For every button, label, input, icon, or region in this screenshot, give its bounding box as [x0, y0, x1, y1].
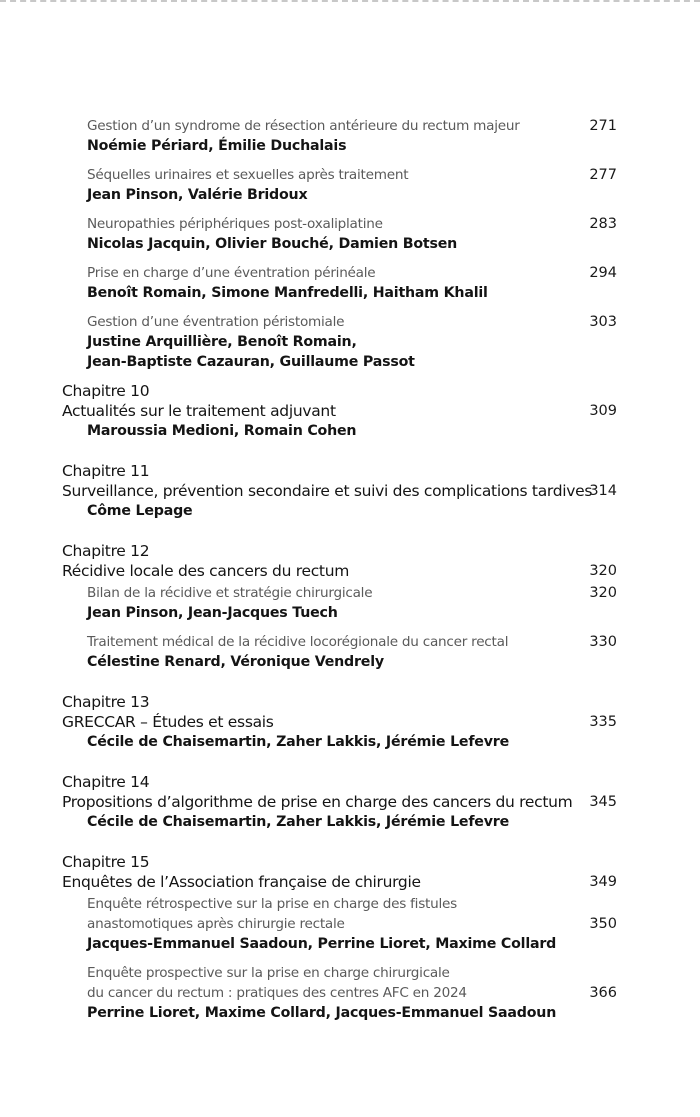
chapter-label: Chapitre 15: [62, 853, 150, 871]
entry-authors: Célestine Renard, Véronique Vendrely: [87, 654, 384, 670]
table-of-contents: [62, 116, 617, 1031]
page-number: 320: [589, 563, 617, 579]
chapter-title: Enquêtes de l’Association française de chirurgie: [62, 873, 421, 891]
entry-authors: Jean Pinson, Jean-Jacques Tuech: [87, 605, 338, 621]
page-number: 303: [589, 314, 617, 330]
toc-subentry: [62, 963, 617, 1023]
entry-title: Prise en charge d’une éventration périnéale: [87, 265, 376, 281]
chapter-heading: [62, 481, 617, 501]
chapter-section: [62, 541, 617, 672]
chapter-label: Chapitre 14: [62, 773, 150, 791]
chapter-heading: [62, 872, 617, 892]
entry-title: Enquête rétrospective sur la prise en charge des fistules: [87, 896, 457, 912]
page-number: 294: [589, 265, 617, 281]
entry-title: anastomotiques après chirurgie rectale: [87, 916, 345, 932]
entry-title: Gestion d’une éventration péristomiale: [87, 314, 345, 330]
toc-subentry: [62, 214, 617, 254]
page-number: 277: [589, 167, 617, 183]
entry-authors: Noémie Périard, Émilie Duchalais: [87, 138, 347, 154]
toc-subentry: [62, 116, 617, 156]
toc-subentry: [62, 165, 617, 205]
page-number: 350: [589, 916, 617, 932]
entry-title: Enquête prospective sur la prise en charge chirurgicale: [87, 965, 450, 981]
entry-title: Bilan de la récidive et stratégie chirurgicale: [87, 585, 373, 601]
chapter-authors: Cécile de Chaisemartin, Zaher Lakkis, Jérémie Lefevre: [87, 734, 509, 750]
entry-title: du cancer du rectum : pratiques des centres AFC en 2024: [87, 985, 467, 1001]
chapter-title: Surveillance, prévention secondaire et suivi des complications tardives: [62, 482, 593, 500]
chapter-section: [62, 461, 617, 521]
entry-authors: Perrine Lioret, Maxime Collard, Jacques-Emmanuel Saadoun: [87, 1005, 557, 1021]
chapter-title: Récidive locale des cancers du rectum: [62, 562, 350, 580]
chapter-authors: Cécile de Chaisemartin, Zaher Lakkis, Jérémie Lefevre: [87, 814, 509, 830]
chapter-authors: Maroussia Medioni, Romain Cohen: [87, 423, 357, 439]
chapter-label: Chapitre 13: [62, 693, 150, 711]
chapter-label: Chapitre 11: [62, 462, 150, 480]
page-number: 320: [589, 585, 617, 601]
page-number: 335: [589, 714, 617, 730]
page-number: 366: [589, 985, 617, 1001]
page-number: 309: [589, 403, 617, 419]
entry-title: Neuropathies périphériques post-oxaliplatine: [87, 216, 383, 232]
chapter-heading: [62, 561, 617, 581]
entry-authors: Jean Pinson, Valérie Bridoux: [87, 187, 308, 203]
entry-authors: Justine Arquillière, Benoît Romain,: [87, 334, 357, 350]
chapter-title: Propositions d’algorithme de prise en charge des cancers du rectum: [62, 793, 573, 811]
chapter-section: [62, 692, 617, 752]
toc-subentry: [62, 583, 617, 623]
chapter-authors: Côme Lepage: [87, 503, 193, 519]
toc-subentry: [62, 312, 617, 372]
page-number: 349: [589, 874, 617, 890]
entry-title: Séquelles urinaires et sexuelles après traitement: [87, 167, 409, 183]
entry-authors: Jean-Baptiste Cazauran, Guillaume Passot: [87, 354, 415, 370]
entry-authors: Jacques-Emmanuel Saadoun, Perrine Lioret, Maxime Collard: [87, 936, 557, 952]
page-number: 271: [589, 118, 617, 134]
page-number: 283: [589, 216, 617, 232]
toc-subentry: [62, 263, 617, 303]
chapter-heading: [62, 712, 617, 732]
toc-subentry: [62, 894, 617, 954]
entry-authors: Nicolas Jacquin, Olivier Bouché, Damien Botsen: [87, 236, 458, 252]
page-number: 330: [589, 634, 617, 650]
entry-title: Gestion d’un syndrome de résection antérieure du rectum majeur: [87, 118, 520, 134]
chapter-title: Actualités sur le traitement adjuvant: [62, 402, 336, 420]
chapter-section: [62, 381, 617, 441]
chapter-section: [62, 852, 617, 1023]
page-number: 314: [589, 483, 617, 499]
toc-subentry: [62, 632, 617, 672]
entry-authors: Benoît Romain, Simone Manfredelli, Haitham Khalil: [87, 285, 488, 301]
chapter-label: Chapitre 10: [62, 382, 150, 400]
page-number: 345: [589, 794, 617, 810]
dashed-top-border: [0, 0, 700, 2]
chapter-title: GRECCAR – Études et essais: [62, 713, 274, 731]
chapter-heading: [62, 792, 617, 812]
chapter-heading: [62, 401, 617, 421]
chapter-label: Chapitre 12: [62, 542, 150, 560]
chapter-section: [62, 772, 617, 832]
entry-title: Traitement médical de la récidive locorégionale du cancer rectal: [87, 634, 509, 650]
